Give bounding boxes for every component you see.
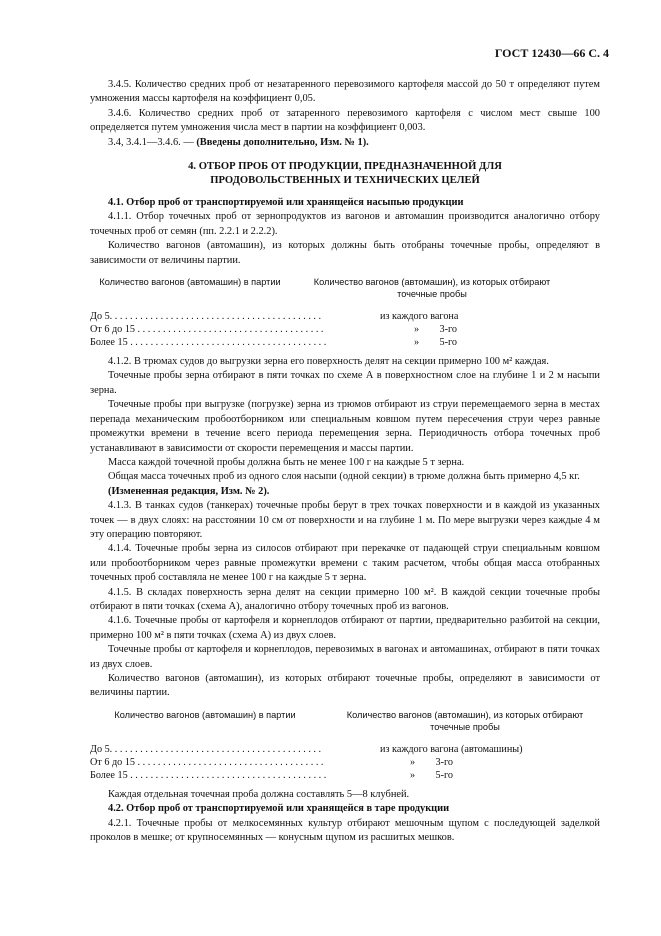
paragraph-4-1-2-e: Общая масса точечных проб из одного слоя насыпи (одной секции) в трюме должна быть примерно 4,5 кг. [108, 471, 580, 483]
paragraph-4-1-2-amendment: (Измененная редакция, Изм. № 2). [108, 485, 270, 497]
table-1-col1: Количество вагонов (автомашин) в партии [99, 277, 281, 288]
table-1-body [90, 310, 600, 349]
paragraph-3-4-6: 3.4.6. Количество средних проб от затаренного перевозимого картофеля с числом мест свыше 100 определяется путем умножения числа мест в партии на коэффициент 0,003. [90, 107, 600, 134]
table-2-col2: Количество вагонов (автомашин), из которых отбирают точечные пробы [346, 709, 584, 732]
paragraph-4-1-2-d: Масса каждой точечной пробы должна быть не менее 100 г на каждые 5 т зерна. [108, 456, 465, 468]
paragraph-4-1-6-b: Точечные пробы от картофеля и корнеплодов, перевозимых в вагонах и автомашинах, отбирают в пяти точках из двух слоев. [90, 644, 600, 670]
paragraph-4-1-1-b: Количество вагонов (автомашин), из которых должны быть отобраны точечные пробы, определяют в зависимости от величины партии. [90, 240, 600, 266]
table-2-header [90, 709, 600, 733]
paragraph-4-1-3: 4.1.3. В танках судов (танкерах) точечные пробы берут в трех точках поверхности и в каждой из указанных точек — в двух слоях: на расстоянии 10 см от поверхности и на глубине 1 м. По мере выгрузки через каждые 4 м эту операцию повторяют. [90, 500, 600, 540]
table-cell: » 3-го [410, 756, 453, 768]
table-cell: » 3-го [414, 324, 457, 336]
paragraph-4-1-2-c: Точечные пробы при выгрузке (погрузке) зерна из трюмов отбирают из струи перемещаемого зерна в местах перепада механическим пробоотборником или специальным ковшом путем пересечения струи через равные промежутки времени в течение всего периода перемещения зерна. Периодичность отбора точечных проб устанавливают в зависимости от скорости перемещения и массы партии. [90, 399, 600, 454]
table-cell: » 5-го [414, 337, 457, 349]
amendment-note [90, 136, 600, 150]
paragraph-4-1-2-b: Точечные пробы зерна отбирают в пяти точках по схеме А в поверхностном слое на глубине 1 и 2 м насыпи зерна. [90, 370, 600, 396]
amendment-note-text: 3.4, 3.4.1—3.4.6. — [108, 136, 194, 148]
paragraph-4-1-6-c: Количество вагонов (автомашин), из которых отбирают точечные пробы, определяют в зависимости от величины партии. [90, 673, 600, 699]
table-cell: » 5-го [410, 769, 453, 781]
paragraph-4-1-6: 4.1.6. Точечные пробы от картофеля и корнеплодов отбирают от партии, предварительно разбитой на секции, примерно 100 м² в пяти точках (схема А) из двух слоев. [90, 615, 600, 641]
section-4-title: 4. ОТБОР ПРОБ ОТ ПРОДУКЦИИ, ПРЕДНАЗНАЧЕННОЙ ДЛЯ ПРОДОВОЛЬСТВЕННЫХ И ТЕХНИЧЕСКИХ ЦЕЛЕЙ [188, 161, 502, 187]
table-2-col1: Количество вагонов (автомашин) в партии [114, 709, 296, 720]
subsection-4-1-heading: 4.1. Отбор проб от транспортируемой или хранящейся насыпью продукции [108, 197, 464, 209]
table-cell: До 5. . . . . . . . . . . . . . . . . . . . . . . . . . . . . . . . . . . . . . . . . . [90, 311, 322, 323]
table-row [90, 336, 600, 349]
table-row [90, 323, 600, 336]
paragraph-4-2-1: 4.2.1. Точечные пробы от мелкосемянных культур отбирают мешочным щупом с последующей заделкой проколов в мешке; от крупносемянных — конусным щупом из расшитых мешков. [90, 817, 600, 844]
table-cell: Более 15 . . . . . . . . . . . . . . . . . . . . . . . . . . . . . . . . . . . . . . . [90, 337, 327, 349]
paragraph-4-1-4: 4.1.4. Точечные пробы зерна из силосов отбирают при перекачке от падающей струи специальным ковшом или пробоотборником через равные промежутки времени с таким расчетом, чтобы общая масса отобранных точечных проб составляла не менее 100 г на каждые 5 т зерна. [90, 543, 600, 584]
paragraph-4-1-1: 4.1.1. Отбор точечных проб от зернопродуктов из вагонов и автомашин производится аналогично отбору точечных проб от семян (пп. 2.2.1 и 2.2.2). [90, 211, 600, 237]
paragraph-4-1-5: 4.1.5. В складах поверхность зерна делят на секции примерно 100 м². В каждой секции точечные пробы отбирают в пяти точках (схема А), аналогично отбору точечных проб из вагонов. [90, 586, 600, 612]
table-cell: из каждого вагона [380, 311, 459, 323]
table-row [90, 769, 600, 782]
table-1-col2: Количество вагонов (автомашин), из которых отбирают точечные пробы [313, 277, 551, 300]
table-cell: От 6 до 15 . . . . . . . . . . . . . . . . . . . . . . . . . . . . . . . . . . . . . [90, 756, 324, 768]
paragraph-4-1-6-d: Каждая отдельная точечная проба должна составлять 5—8 клубней. [108, 788, 410, 800]
amendment-note-bold: (Введены дополнительно, Изм. № 1). [196, 136, 369, 148]
document-body [90, 78, 600, 845]
paragraph-4-1-2: 4.1.2. В трюмах судов до выгрузки зерна его поверхность делят на секции примерно 100 м² каждая. [108, 356, 549, 368]
table-row [90, 743, 600, 756]
subsection-4-2-heading: 4.2. Отбор проб от транспортируемой или хранящейся в таре продукции [108, 803, 450, 815]
table-2-body [90, 743, 600, 782]
paragraph-3-4-5: 3.4.5. Количество средних проб от незатаренного перевозимого картофеля массой до 50 т определяют путем умножения массы картофеля на коэффициент 0,05. [90, 79, 600, 105]
table-cell: из каждого вагона (автомашины) [380, 743, 523, 755]
table-1-header [90, 276, 600, 300]
page-header: ГОСТ 12430—66 С. 4 [494, 46, 609, 60]
table-cell: До 5. . . . . . . . . . . . . . . . . . . . . . . . . . . . . . . . . . . . . . . . . . [90, 743, 322, 755]
table-cell: От 6 до 15 . . . . . . . . . . . . . . . . . . . . . . . . . . . . . . . . . . . . . [90, 324, 324, 336]
table-row [90, 310, 600, 323]
table-row [90, 756, 600, 769]
table-cell: Более 15 . . . . . . . . . . . . . . . . . . . . . . . . . . . . . . . . . . . . . . . [90, 769, 327, 781]
